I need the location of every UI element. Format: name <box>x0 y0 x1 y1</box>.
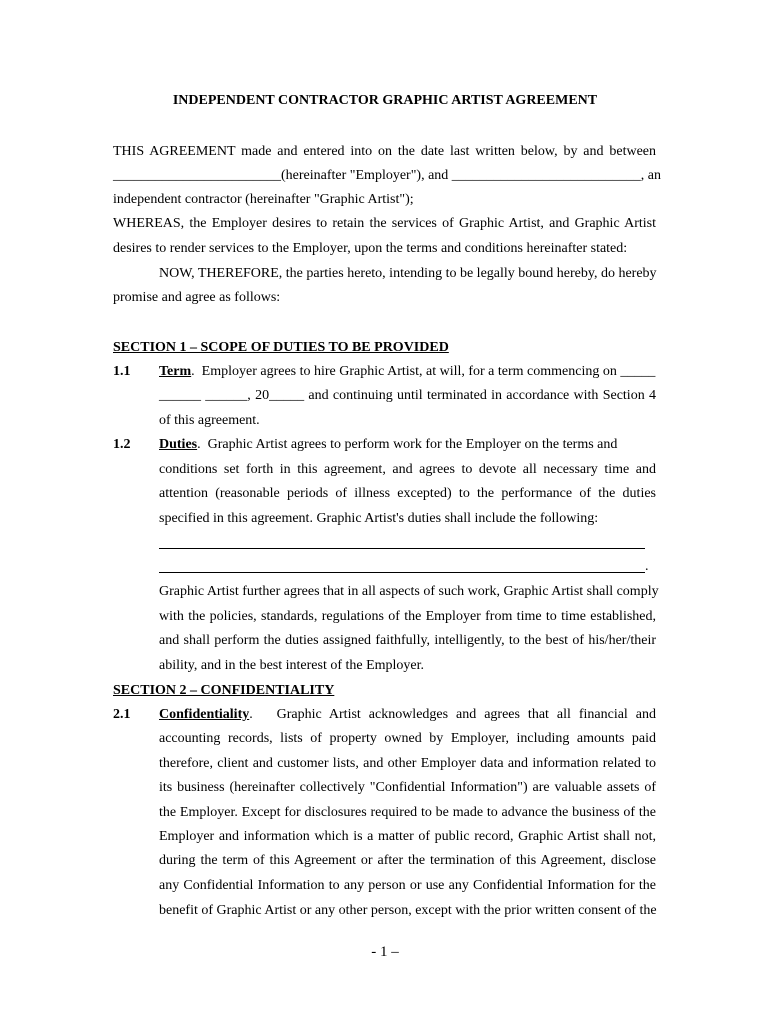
item-2-1-line-6: Employer and information which is a matter of public record, Graphic Artist shall not, <box>159 829 656 844</box>
whereas-line-2: desires to render services to the Employer, upon the terms and conditions hereinafter stated: <box>113 241 628 256</box>
confidentiality-text: . Graphic Artist acknowledges and agrees that all financial and <box>249 707 656 722</box>
item-2-1-line-7: during the term of this Agreement or after the termination of this Agreement, disclose <box>159 853 656 868</box>
term-text: . Employer agrees to hire Graphic Artist, at will, for a term commencing on _____ <box>191 364 656 379</box>
duties-label: Duties <box>159 437 198 452</box>
intro-line-1: THIS AGREEMENT made and entered into on the date last written below, by and between <box>113 144 656 159</box>
item-1-1-number: 1.1 <box>113 364 131 379</box>
duties-blank-period: . <box>645 559 649 574</box>
item-1-2-number: 1.2 <box>113 437 131 452</box>
item-2-1-line-5: the Employer. Except for disclosures required to be made to advance the business of the <box>159 805 656 820</box>
item-1-2-line-3: attention (reasonable periods of illness excepted) to the performance of the duties <box>159 486 656 501</box>
item-2-1-number: 2.1 <box>113 707 131 722</box>
section-2-heading: SECTION 2 – CONFIDENTIALITY <box>113 683 335 698</box>
document-title: INDEPENDENT CONTRACTOR GRAPHIC ARTIST AGREEMENT <box>172 93 598 108</box>
item-1-2-line-1 <box>159 437 656 453</box>
whereas-line-1: WHEREAS, the Employer desires to retain the services of Graphic Artist, and Graphic Artist <box>113 216 656 231</box>
duties-blank-line-2[interactable] <box>159 572 645 573</box>
item-1-2-line-2: conditions set forth in this agreement, and agrees to devote all necessary time and <box>159 462 656 477</box>
item-1-1-line-1 <box>159 364 656 380</box>
now-therefore-line-2: promise and agree as follows: <box>113 290 281 305</box>
intro-line-2: ________________________(hereinafter "Employer"), and ___________________________, an <box>113 168 662 183</box>
further-line-1: Graphic Artist further agrees that in all aspects of such work, Graphic Artist shall comply <box>159 584 659 599</box>
further-line-2: with the policies, standards, regulations of the Employer from time to time established, <box>159 609 656 624</box>
item-2-1-line-1 <box>159 707 656 723</box>
duties-text: . Graphic Artist agrees to perform work for the Employer on the terms and <box>197 437 618 452</box>
confidentiality-label: Confidentiality <box>159 707 250 722</box>
item-2-1-line-8: any Confidential Information to any person or use any Confidential Information for the <box>159 878 656 893</box>
duties-blank-line-1[interactable] <box>159 548 645 549</box>
item-2-1-line-3: therefore, client and customer lists, and other Employer data and information related to <box>159 756 656 771</box>
item-1-2-line-4: specified in this agreement. Graphic Artist's duties shall include the following: <box>159 511 599 526</box>
intro-line-3: independent contractor (hereinafter "Graphic Artist"); <box>113 192 414 207</box>
section-1-heading: SECTION 1 – SCOPE OF DUTIES TO BE PROVIDED <box>113 340 449 355</box>
item-2-1-line-4: its business (hereinafter collectively "Confidential Information") are valuable assets of <box>159 780 656 795</box>
item-2-1-line-9: benefit of Graphic Artist or any other person, except with the prior written consent of the <box>159 903 657 918</box>
term-label: Term <box>159 364 192 379</box>
item-2-1-line-2: accounting records, lists of property owned by Employer, including amounts paid <box>159 731 656 746</box>
item-1-1-line-3: of this agreement. <box>159 413 260 428</box>
item-1-1-line-2: ______ ______, 20_____ and continuing until terminated in accordance with Section 4 <box>159 388 656 403</box>
further-line-4: ability, and in the best interest of the Employer. <box>159 658 425 673</box>
now-therefore-line-1: NOW, THEREFORE, the parties hereto, intending to be legally bound hereby, do hereby <box>159 266 657 281</box>
further-line-3: and shall perform the duties assigned faithfully, intelligently, to the best of his/her/their <box>159 633 656 648</box>
page-number: - 1 – <box>371 944 399 960</box>
